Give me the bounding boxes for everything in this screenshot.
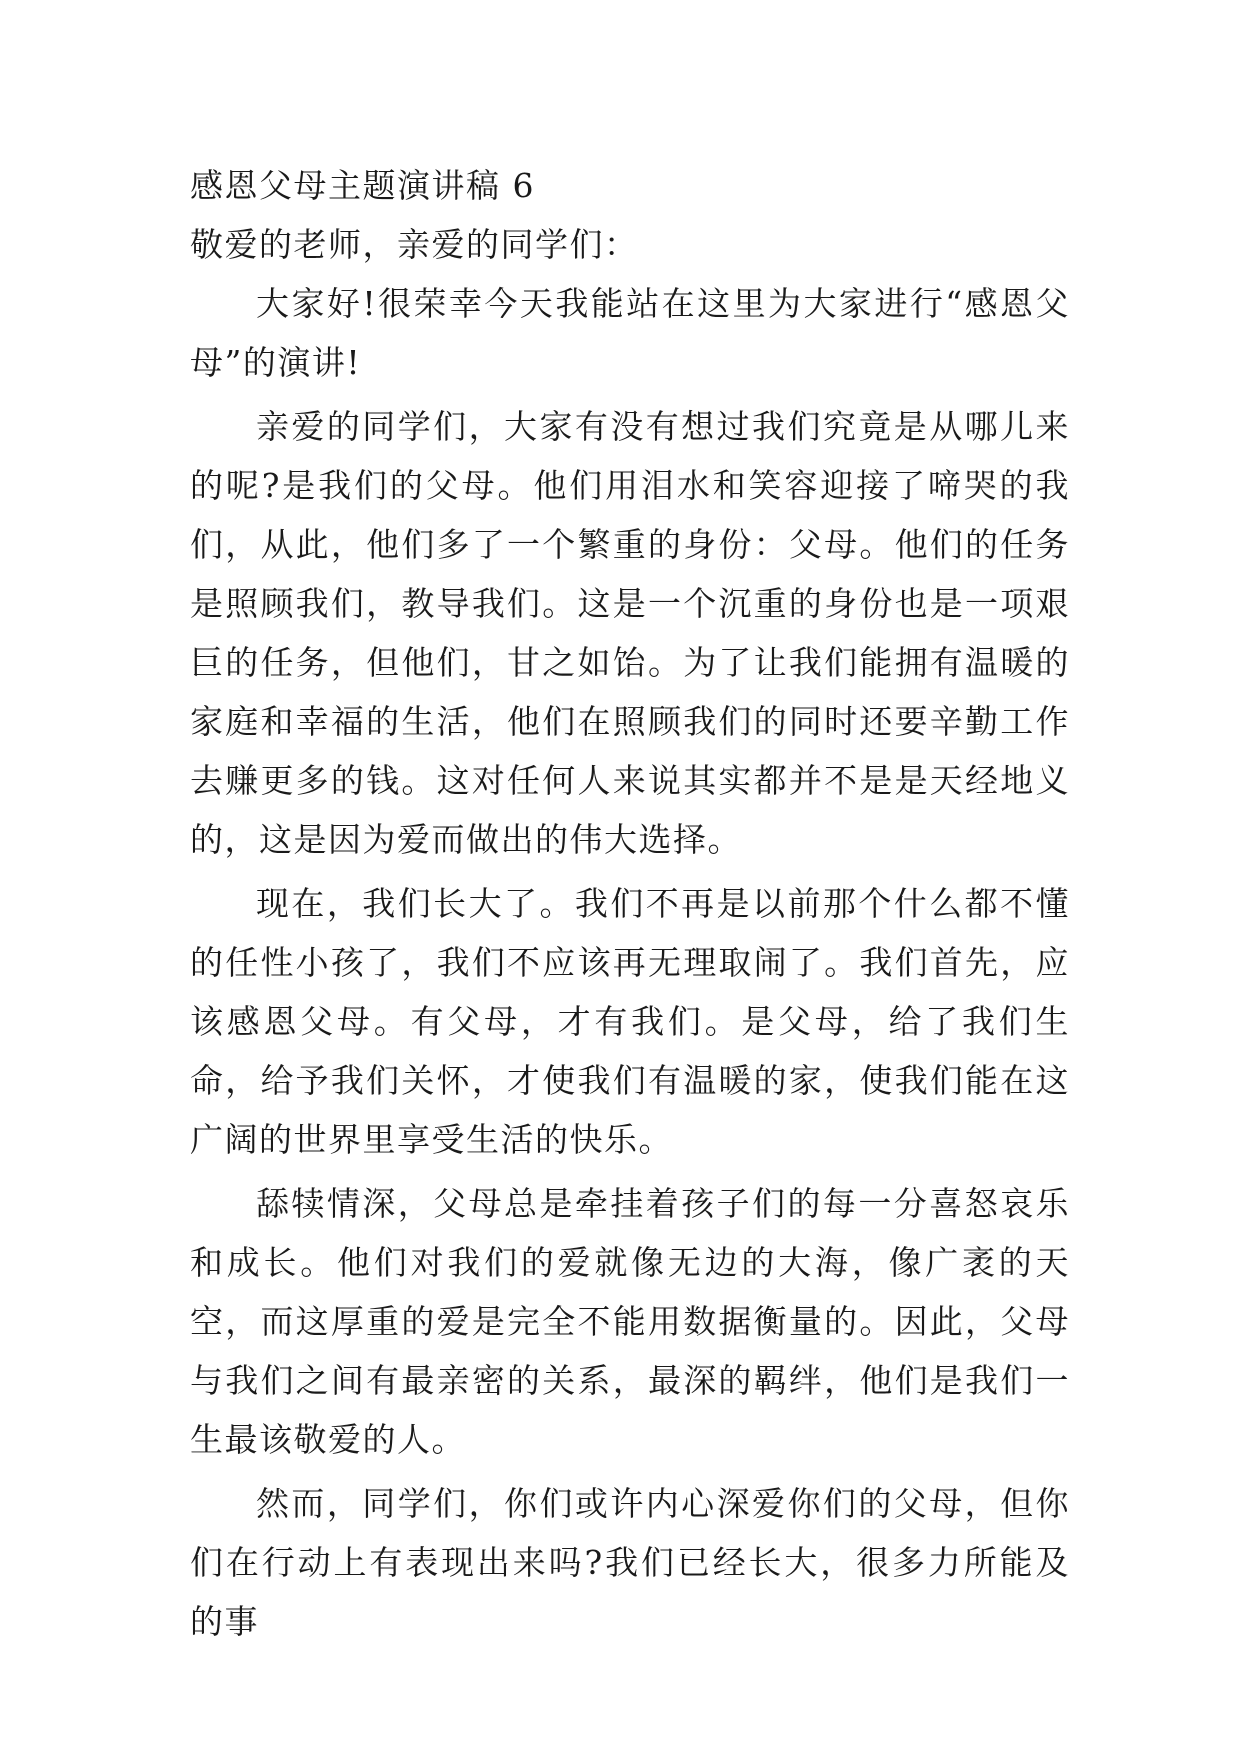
- paragraph-1: 大家好!很荣幸今天我能站在这里为大家进行“感恩父母”的演讲!: [190, 284, 1070, 382]
- paragraph-2: 亲爱的同学们，大家有没有想过我们究竟是从哪儿来的呢?是我们的父母。他们用泪水和笑容迎接了啼哭的我们，从此，他们多了一个繁重的身份：父母。他们的任务是照顾我们，教导我们。这是一个沉重的身份也是一项艰巨的任务，但他们，甘之如饴。为了让我们能拥有温暖的家庭和幸福的生活，他们在照顾我们的同时还要辛勤工作去赚更多的钱。这对任何人来说其实都并不是是天经地义的，这是因为爱而做出的伟大选择。: [190, 407, 1070, 859]
- paragraph-3: 现在，我们长大了。我们不再是以前那个什么都不懂的任性小孩了，我们不应该再无理取闹了。我们首先，应该感恩父母。有父母，才有我们。是父母，给了我们生命，给予我们关怀，才使我们有温暖的家，使我们能在这广阔的世界里享受生活的快乐。: [190, 884, 1070, 1159]
- paragraph-4: 舔犊情深，父母总是牵挂着孩子们的每一分喜怒哀乐和成长。他们对我们的爱就像无边的大海，像广袤的天空，而这厚重的爱是完全不能用数据衡量的。因此，父母与我们之间有最亲密的关系，最深的羁绊，他们是我们一生最该敬爱的人。: [190, 1184, 1070, 1459]
- document-title: 感恩父母主题演讲稿 6: [190, 166, 535, 205]
- greeting: 敬爱的老师，亲爱的同学们：: [190, 225, 639, 264]
- document-body: [190, 156, 1070, 1656]
- paragraph-5: 然而，同学们，你们或许内心深爱你们的父母，但你们在行动上有表现出来吗?我们已经长大，很多力所能及的事: [190, 1484, 1070, 1641]
